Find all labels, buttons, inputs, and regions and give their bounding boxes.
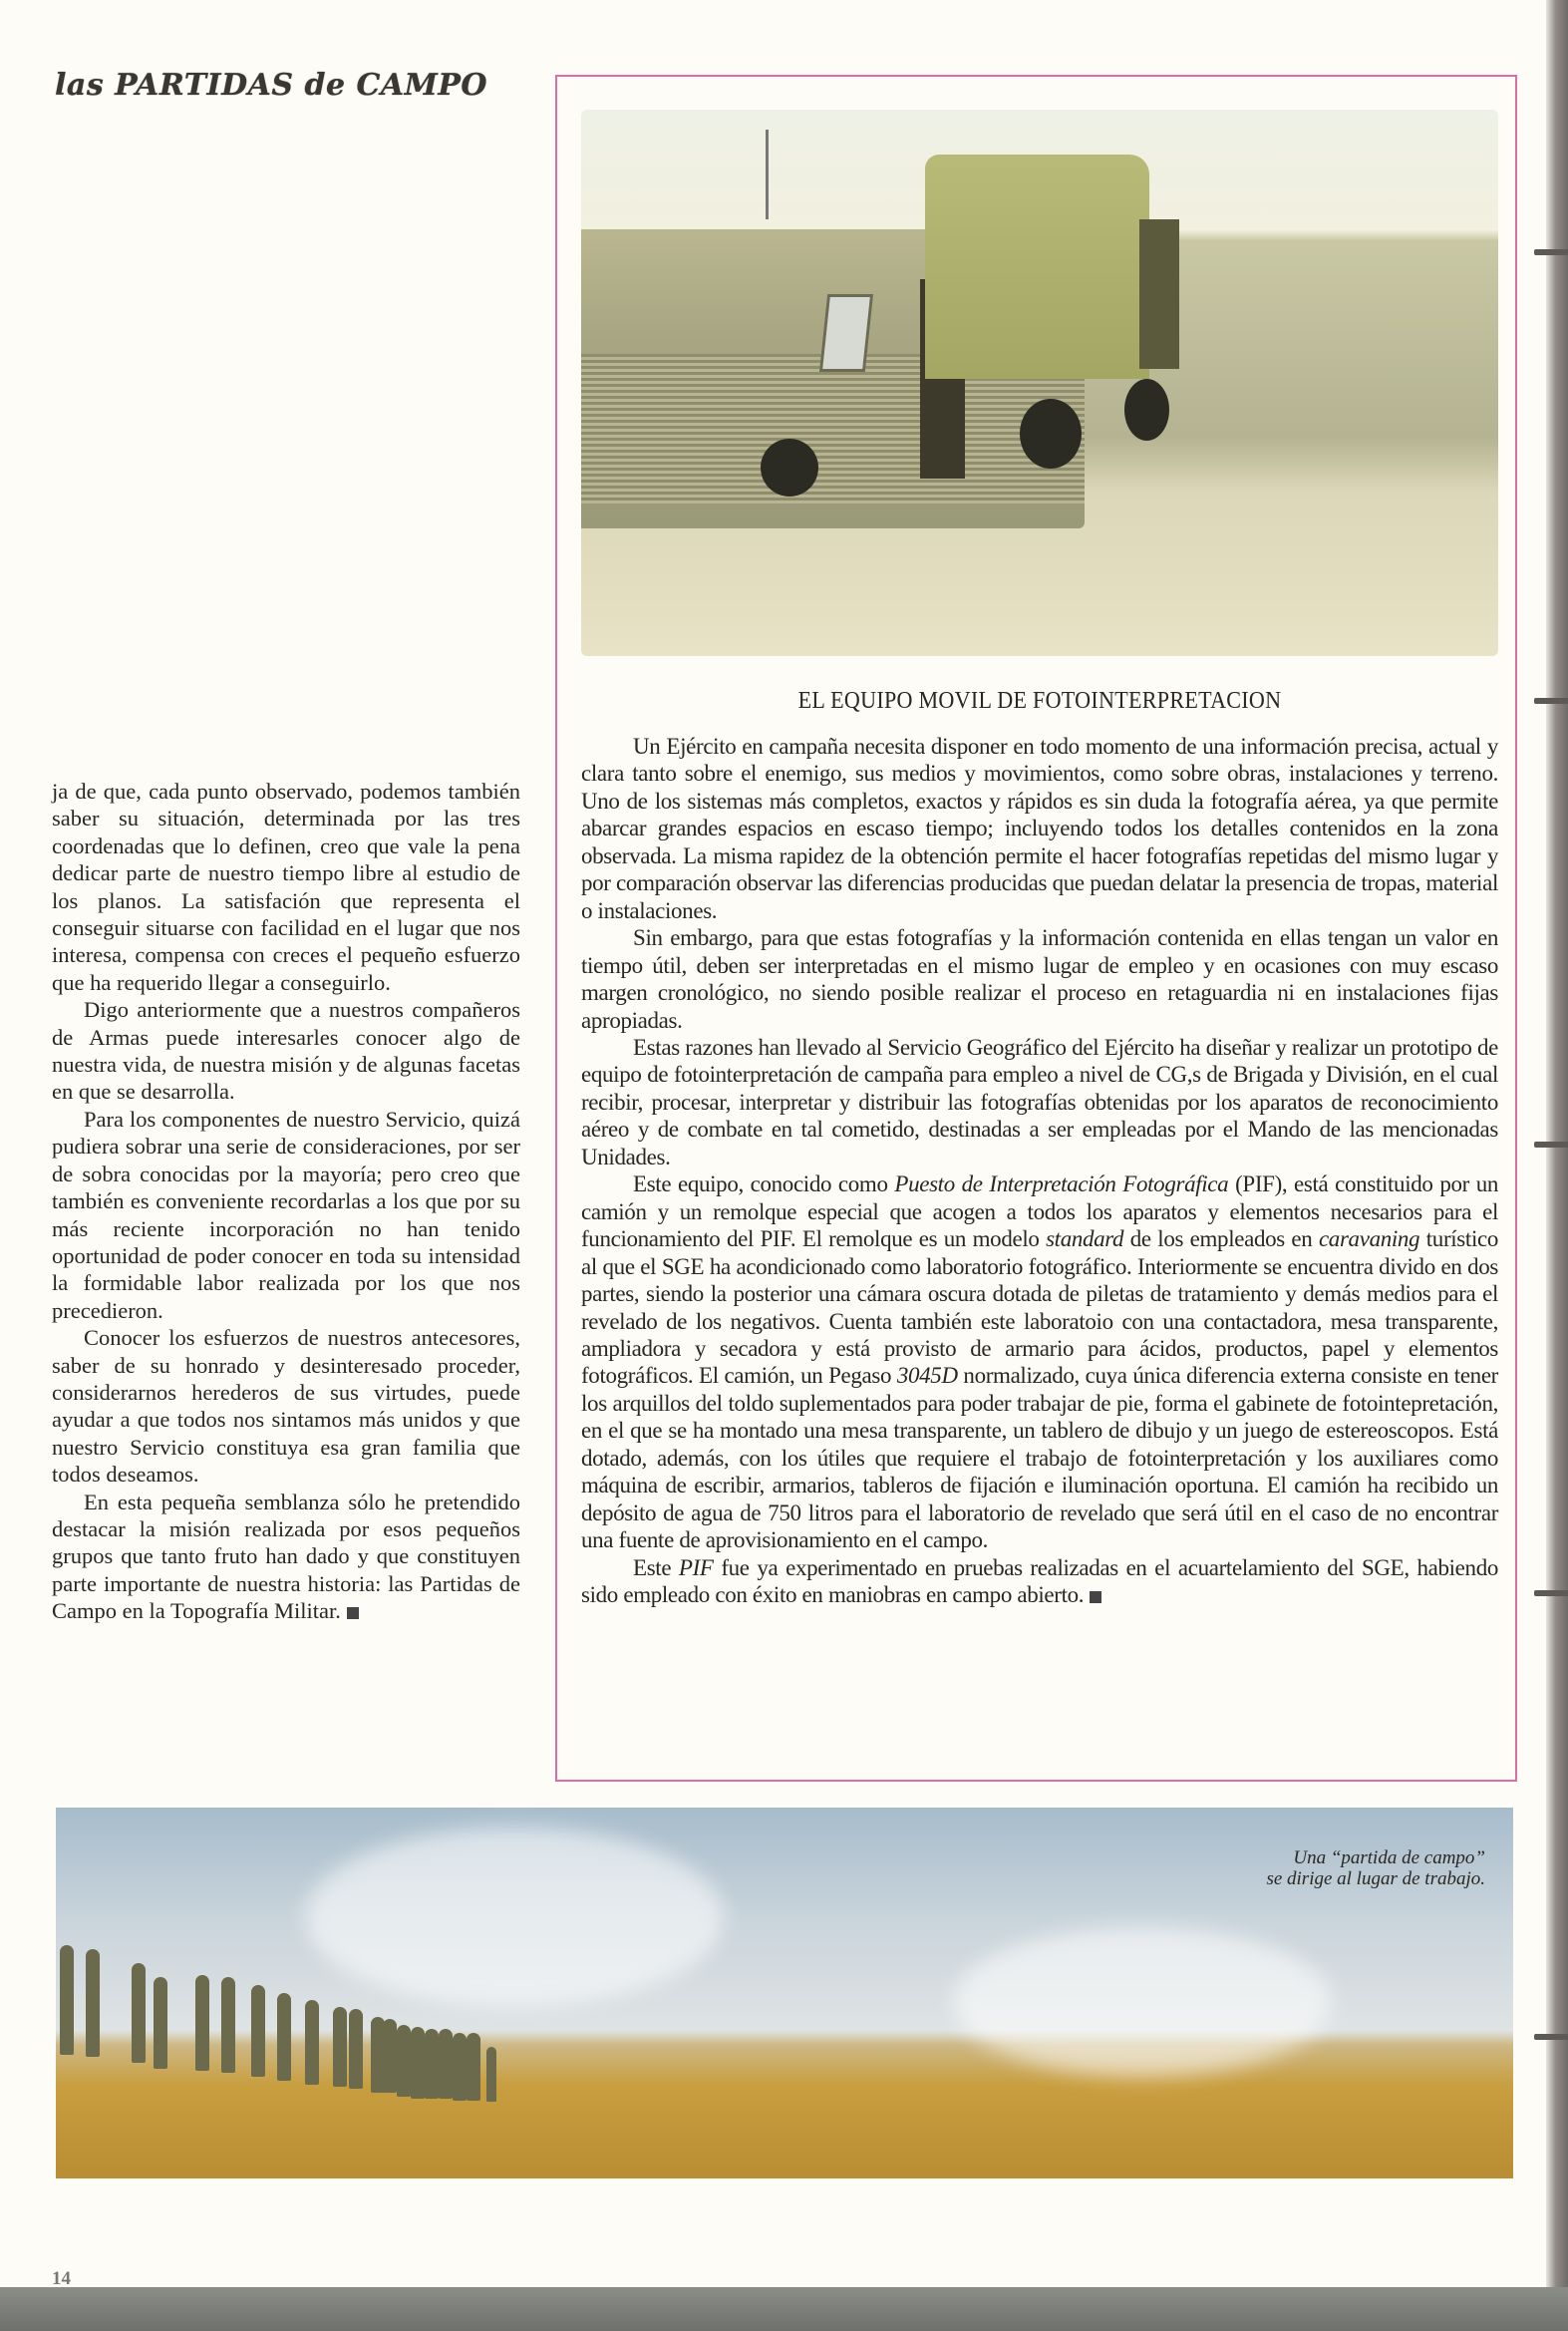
paragraph: Estas razones han llevado al Servicio Geográfico del Ejército ha diseñar y realizar un prototipo de equipo de fotointerpretación de campaña para empleo a nivel de CG,s de Brigada y División, en el cual recibir, procesar, interpretar y distribuir las fotografías obtenidas por los aparatos de reconocimiento aéreo y de combate en tal cometido, destinadas a ser empleadas por el Mando de las mencionadas Unidades. [581, 1034, 1498, 1169]
binder-tab [1534, 2034, 1568, 2040]
soldier-figure [195, 1975, 209, 2071]
street-lamp [766, 130, 769, 219]
italic-term: 3045D [896, 1363, 958, 1389]
soldier-figure [86, 1949, 100, 2057]
page-number: 14 [52, 2268, 71, 2289]
field-party-photo [56, 1808, 1513, 2178]
section-title: las PARTIDAS de CAMPO [55, 68, 488, 103]
end-of-article-mark [347, 1607, 359, 1619]
soldier-figure [277, 1993, 291, 2081]
soldier-figure [349, 2009, 363, 2089]
end-of-article-mark [1090, 1591, 1101, 1603]
soldier-figure [132, 1963, 146, 2063]
text-run: normalizado, cuya única diferencia externa consiste en tener los arquillos del toldo suplementados para poder trabajar de pie, forma el gabinete de fotointepretación, en el que se ha montado una mesa transparente, un tablero de dibujo y un juego de estereoscopos. Está dotado, además, con los útiles que requiere el trabajo de fotointerpretación y los auxiliares como máquina de escribir, armarios, tableros de fijación e iluminación oportuna. El camión ha recibido un depósito de agua de 750 litros para el laboratorio de revelado que será útil en el caso de no encontrar una fuente de aprovisionamiento en el campo. [581, 1363, 1498, 1553]
paragraph [581, 1554, 1498, 1609]
binder-tab [1534, 698, 1568, 704]
left-column-article [52, 778, 520, 1625]
trailer-window [819, 294, 873, 372]
paragraph: Digo anteriormente que a nuestros compañeros de Armas puede interesarles conocer algo de nuestra vida, de nuestra misión y de algunas facetas en que se desarrolla. [52, 997, 520, 1105]
paragraph [52, 1489, 520, 1625]
sidebar-heading: EL EQUIPO MOVIL DE FOTOINTERPRETACION [797, 688, 1282, 714]
soldier-figure [411, 2027, 425, 2099]
truck-cab [1139, 219, 1179, 369]
sidebar-article [581, 733, 1498, 1609]
soldier-figure [333, 2007, 347, 2087]
paragraph-text: En esta pequeña semblanza sólo he pretendido destacar la misión realizada por esos pequeños grupos que tanto fruto han dado y que constituyen parte importante de nuestra historia: las Partidas de Campo en la Topografía Militar. [52, 1489, 520, 1624]
truck-wheel [1124, 379, 1169, 441]
paragraph [581, 1170, 1498, 1553]
soldier-figure [251, 1985, 265, 2077]
soldier-figure [383, 2019, 397, 2093]
paragraph: Sin embargo, para que estas fotografías y la información contenida en ellas tengan un valor en tiempo útil, deben ser interpretadas en el mismo lugar de empleo y en ocasiones con muy escaso margen cronológico, no siendo posible realizar el proceso en retaguardia ni en instalaciones fijas apropiadas. [581, 925, 1498, 1033]
soldier-figure [439, 2029, 453, 2099]
paragraph: Un Ejército en campaña necesita disponer en todo momento de una información precisa, actual y clara tanto sobre el enemigo, sus medios y movimientos, como sobre obras, instalaciones y terreno. Uno de los sistemas más completos, exactos y rápidos es sin duda la fotografía aérea, ya que permite abarcar grandes espacios en escaso tiempo; incluyendo todos los detalles contenidos en la zona observada. La misma rapidez de la obtención permite el hacer fotografías repetidas del mismo lugar y por comparación observar las diferencias producidas que puedan delatar la presencia de tropas, material o instalaciones. [581, 734, 1498, 923]
scan-bottom-edge [0, 2287, 1568, 2331]
caption-line: Una “partida de campo” [1293, 1847, 1485, 1868]
truck-canvas-cover [925, 155, 1149, 379]
italic-term: standard [1046, 1226, 1124, 1252]
soldier-figure [453, 2033, 467, 2101]
text-run: Este [633, 1554, 679, 1580]
soldier-figure [154, 1977, 167, 2069]
paragraph: Conocer los esfuerzos de nuestros antecesores, saber de su honrado y desinteresado proceder, considerarnos herederos de sus virtudes, puede ayudar a que todos nos sintamos más unidos y que nuestro Servicio constituya esa gran familia que todos deseamos. [52, 1325, 520, 1488]
soldier-figure [467, 2033, 480, 2101]
text-run: Este equipo, conocido como [633, 1171, 895, 1197]
italic-term: PIF [678, 1554, 714, 1580]
binder-tab [1534, 249, 1568, 255]
photo-caption [1266, 1847, 1485, 1889]
paragraph: Para los componentes de nuestro Servicio, quizá pudiera sobrar una serie de consideraciones, por ser de sobra conocidas por la mayoría; pero creo que también es conveniente recordarlas a los que por su más reciente incorporación no han tenido oportunidad de poder conocer en toda su intensidad la formidable labor realizada por los que nos precedieron. [52, 1106, 520, 1323]
soldier-figure [221, 1977, 235, 2073]
soldier-figure [425, 2029, 439, 2099]
text-run: turístico al que el SGE ha acondicionado como laboratorio fotográfico. Interiormente se encuentra divido en dos partes, siendo la posterior una cámara oscura dotada de piletas de tratamiento y demás medios para el revelado de los negativos. Cuenta también este laboratoio con una contactadora, mesa transparente, ampliadora y secadora y está provisto de armario para ácidos, productos, papel y elementos fotográficos. El camión, un Pegaso [581, 1226, 1498, 1389]
paragraph: ja de que, cada punto observado, podemos también saber su situación, determinada por las tres coordenadas que lo definen, creo que vale la pena dedicar parte de nuestro tiempo libre al estudio de los planos. La satisfación que representa el conseguir situarse con facilidad en el lugar que nos interesa, compensa con creces el pequeño esfuerzo que ha requerido llegar a conseguirlo. [52, 779, 520, 995]
soldier-figure [397, 2025, 411, 2097]
soldier-figure [305, 2000, 319, 2085]
caption-line: se dirige al lugar de trabajo. [1266, 1868, 1485, 1889]
cloud [953, 1927, 1332, 2077]
trailer-wheel [761, 439, 818, 497]
text-run: de los empleados en [1123, 1226, 1319, 1252]
binder-tab [1534, 1590, 1568, 1596]
text-run: (PIF), está constituido por un camión y un remolque especial que acogen a todos los aparatos y elementos necesarios para el funcionamiento del PIF. El remolque es un modelo [581, 1171, 1498, 1252]
text-run: fue ya experimentado en pruebas realizadas en el acuartelamiento del SGE, habiendo sido empleado con éxito en maniobras en campo abierto. [581, 1554, 1498, 1608]
italic-term: caravaning [1318, 1226, 1420, 1252]
italic-term: Puesto de Interpretación Fotográfica [894, 1171, 1229, 1197]
truck-trailer-photo [581, 110, 1498, 656]
soldier-figure [486, 2047, 496, 2102]
truck-wheel [1020, 399, 1082, 469]
cloud [305, 1828, 724, 2007]
soldier-figure [60, 1945, 74, 2055]
binder-tab [1534, 1142, 1568, 1148]
